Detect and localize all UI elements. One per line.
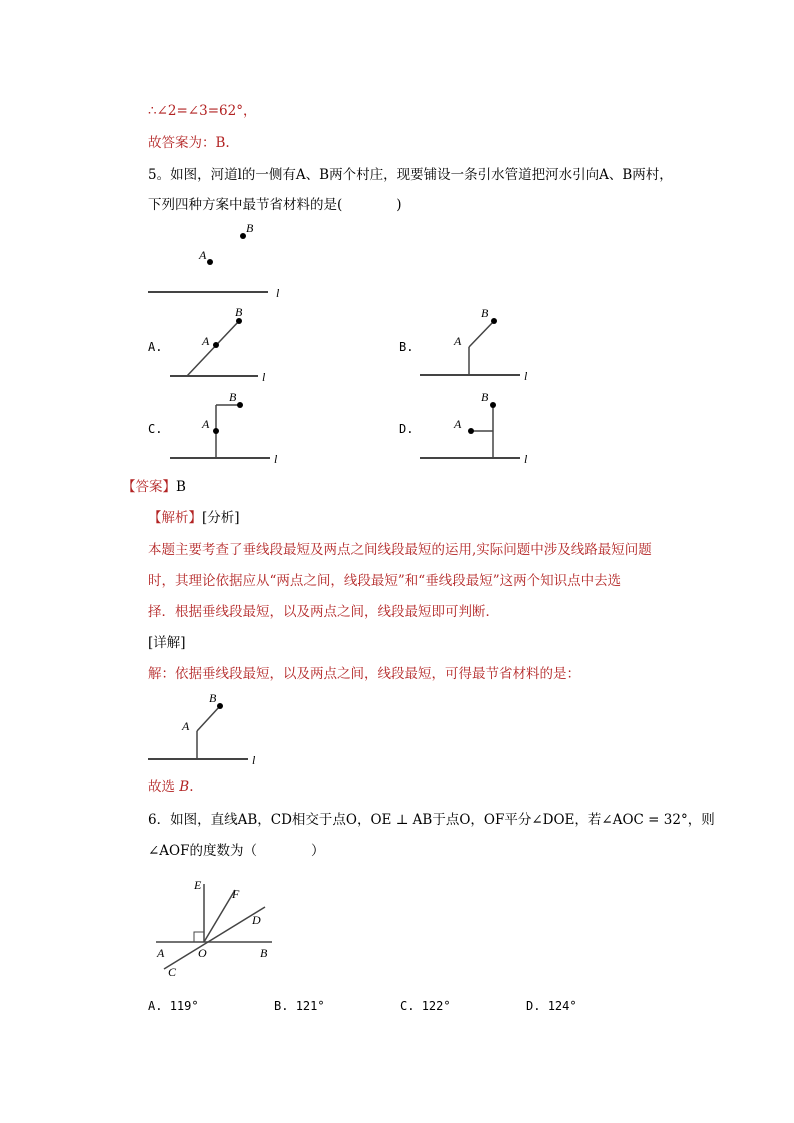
option-value: 122° (421, 999, 451, 1013)
q5-option-a-figure (165, 302, 275, 386)
label-a: A (454, 334, 462, 348)
label-l: l (524, 452, 528, 466)
analysis-sub: [分析] (202, 510, 240, 526)
label-a: A (199, 248, 207, 262)
option-letter: B. (274, 999, 289, 1013)
label-l: l (274, 452, 278, 466)
option-value: 124° (547, 999, 577, 1013)
q5-option-a-label: A. (148, 340, 163, 354)
detail-line: 解：依据垂线段最短，以及两点之间，线段最短，可得最节省材料的是： (148, 666, 580, 682)
analysis-line-1: 本题主要考查了垂线段最短及两点之间线段最短的运用,实际问题中涉及线路最短问题 (148, 542, 652, 558)
label-a: A (182, 719, 190, 733)
prev-answer-line: 故答案为：B. (148, 135, 230, 151)
q6-figure (150, 872, 280, 982)
label-b: B (481, 306, 489, 320)
point-a (468, 428, 474, 434)
q5-choose-row (148, 777, 194, 797)
label-l: l (276, 286, 280, 300)
q6-stem-line1: 6．如图，直线AB，CD相交于点O，OE ⊥ AB于点O，OF平分∠DOE，若∠AOC = 32°，则 (148, 812, 715, 828)
pipe-line (187, 321, 239, 376)
q5-answer-row (122, 477, 186, 497)
label-l: l (252, 753, 256, 767)
connecting-pipe (469, 321, 494, 347)
q6-option-a (148, 999, 199, 1013)
point-a (207, 259, 213, 265)
label-a: A (157, 946, 165, 960)
label-l: l (262, 370, 266, 384)
q5-option-d-label: D. (399, 422, 414, 436)
label-b: B (260, 946, 268, 960)
q6-option-d (526, 999, 577, 1013)
label-o: O (198, 946, 207, 960)
right-angle-mark (194, 932, 204, 942)
label-b: B (229, 390, 237, 404)
label-e: E (194, 878, 202, 892)
q6-option-c (400, 999, 451, 1013)
answer-tag: 【答案】 (122, 479, 176, 495)
q5-option-b-figure (415, 302, 535, 386)
analysis-line-2: 时，其理论依据应从“两点之间，线段最短”和“垂线段最短”这两个知识点中去选 (148, 573, 622, 589)
q5-stem-line1: 5。如图，河道l的一侧有A、B两个村庄，现要铺设一条引水管道把河水引向A、B两村， (148, 167, 673, 183)
choose-prefix: 故选 (148, 779, 180, 795)
point-b (491, 318, 497, 324)
point-a (213, 342, 219, 348)
detail-tag: [详解] (148, 635, 186, 651)
q5-main-figure (140, 220, 300, 302)
label-b: B (209, 691, 217, 705)
connecting-pipe (197, 706, 220, 731)
point-b (490, 402, 496, 408)
q5-option-c-figure (165, 386, 285, 466)
answer-value: B (176, 479, 186, 495)
q5-option-d-figure (415, 386, 535, 466)
option-value: 119° (169, 999, 199, 1013)
option-letter: C. (400, 999, 415, 1013)
analysis-tag: 【解析】 (148, 510, 202, 526)
label-a: A (454, 417, 462, 431)
q6-stem-line2: ∠AOF的度数为（ ） (148, 843, 325, 859)
label-b: B (481, 390, 489, 404)
prev-conclusion: ∴∠2=∠3=62°， (148, 103, 257, 119)
choose-letter: B (179, 779, 190, 795)
label-c: C (168, 965, 177, 979)
choose-suffix: . (189, 779, 194, 795)
line-cd (164, 907, 265, 969)
option-value: 121° (295, 999, 325, 1013)
option-letter: D. (526, 999, 541, 1013)
option-letter: A. (148, 999, 163, 1013)
label-b: B (235, 305, 243, 319)
point-b (237, 402, 243, 408)
q6-option-b (274, 999, 325, 1013)
q5-analysis-row (148, 508, 240, 528)
q5-stem-line2: 下列四种方案中最节省材料的是( ) (148, 197, 402, 213)
label-l: l (524, 369, 528, 383)
label-f: F (232, 887, 240, 901)
point-a (213, 428, 219, 434)
q5-solution-figure (140, 686, 270, 770)
analysis-line-3: 择．根据垂线段最短，以及两点之间，线段最短即可判断． (148, 604, 499, 620)
label-d: D (252, 913, 261, 927)
label-a: A (202, 417, 210, 431)
q5-option-c-label: C. (148, 422, 163, 436)
label-b: B (246, 221, 254, 235)
q5-option-b-label: B. (399, 340, 414, 354)
point-b (217, 703, 223, 709)
label-a: A (202, 334, 210, 348)
